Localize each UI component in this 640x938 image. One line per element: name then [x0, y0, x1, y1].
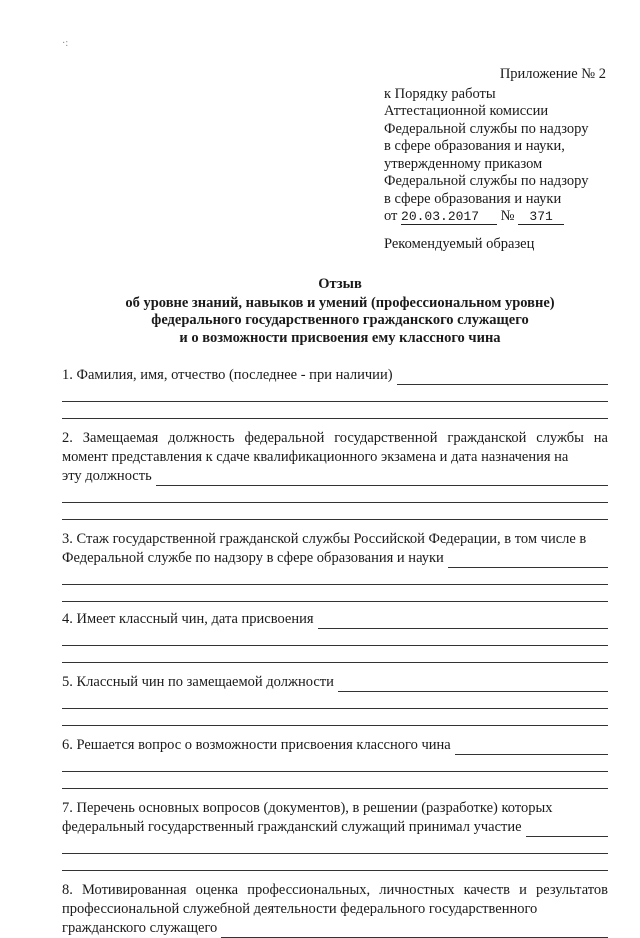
answer-line[interactable] [62, 629, 608, 646]
question-8 [62, 881, 608, 938]
answer-line[interactable] [62, 402, 608, 419]
question-label: 1. Фамилия, имя, отчество (последнее - при наличии) [62, 367, 393, 383]
header-line: в сфере образования и науки [384, 190, 562, 207]
answer-line[interactable] [62, 646, 608, 663]
question-text: 7. Перечень основных вопросов (документов), в решении (разработке) которых [62, 800, 553, 816]
question-label: гражданского служащего [62, 920, 218, 936]
answer-line[interactable] [62, 486, 608, 503]
appendix-header [384, 66, 624, 226]
question-1 [62, 366, 608, 419]
answer-line[interactable] [62, 837, 608, 854]
question-text: 2. Замещаемая должность федеральной государственной гражданской службы на момент представления к сдаче квалификационного экзамена и дата назначения на [62, 430, 608, 465]
answer-line[interactable] [62, 709, 608, 726]
question-label: 4. Имеет классный чин, дата присвоения [62, 611, 314, 627]
question-label: эту должность [62, 468, 152, 484]
scan-mark: ·: [62, 38, 69, 49]
question-5 [62, 673, 608, 726]
review-form [62, 366, 608, 938]
answer-line[interactable] [62, 385, 608, 402]
answer-line[interactable] [62, 692, 608, 709]
answer-line[interactable] [62, 772, 608, 789]
answer-line[interactable] [62, 585, 608, 602]
title-line: Отзыв [318, 276, 362, 292]
answer-field[interactable] [526, 822, 608, 837]
answer-field[interactable] [156, 471, 608, 486]
question-label: федеральный государственный гражданский служащий принимал участие [62, 819, 522, 835]
answer-field[interactable] [221, 923, 608, 938]
answer-line[interactable] [62, 854, 608, 871]
question-7 [62, 799, 608, 871]
question-text: 3. Стаж государственной гражданской службы Российской Федерации, в том числе в [62, 531, 587, 547]
answer-field[interactable] [318, 614, 608, 629]
header-line: в сфере образования и науки, [384, 138, 565, 154]
answer-line[interactable] [62, 568, 608, 585]
number-label: № [500, 208, 515, 224]
answer-field[interactable] [448, 553, 608, 568]
title-line: об уровне знаний, навыков и умений (профессиональном уровне) [125, 294, 555, 311]
from-label: от [384, 208, 398, 224]
question-label: 6. Решается вопрос о возможности присвоения классного чина [62, 737, 451, 753]
question-4 [62, 610, 608, 663]
order-number: 371 [518, 210, 564, 225]
recommended-sample-label: Рекомендуемый образец [384, 236, 535, 252]
question-3 [62, 530, 608, 602]
answer-field[interactable] [338, 677, 608, 692]
answer-field[interactable] [397, 370, 608, 385]
answer-field[interactable] [455, 740, 608, 755]
answer-line[interactable] [62, 503, 608, 520]
question-6 [62, 736, 608, 789]
document-title [60, 276, 620, 347]
order-date: 20.03.2017 [401, 210, 497, 225]
question-text: 8. Мотивированная оценка профессиональных, личностных качеств и результатов профессиональной служебной деятельности федерального государственного [62, 882, 608, 917]
header-line: к Порядку работы [384, 85, 496, 102]
header-line: Федеральной службы по надзору [384, 173, 589, 189]
title-line: и о возможности присвоения ему классного чина [179, 329, 501, 346]
question-label: Федеральной службе по надзору в сфере образования и науки [62, 550, 444, 566]
answer-line[interactable] [62, 755, 608, 772]
header-line: Аттестационной комиссии [384, 103, 549, 119]
header-line: Федеральной службы по надзору [384, 120, 589, 137]
question-label: 5. Классный чин по замещаемой должности [62, 674, 334, 690]
title-line: федерального государственного гражданского служащего [151, 312, 529, 328]
header-line: утвержденному приказом [384, 155, 543, 172]
order-reference [384, 208, 624, 226]
appendix-number: Приложение № 2 [499, 66, 606, 82]
question-2 [62, 429, 608, 520]
